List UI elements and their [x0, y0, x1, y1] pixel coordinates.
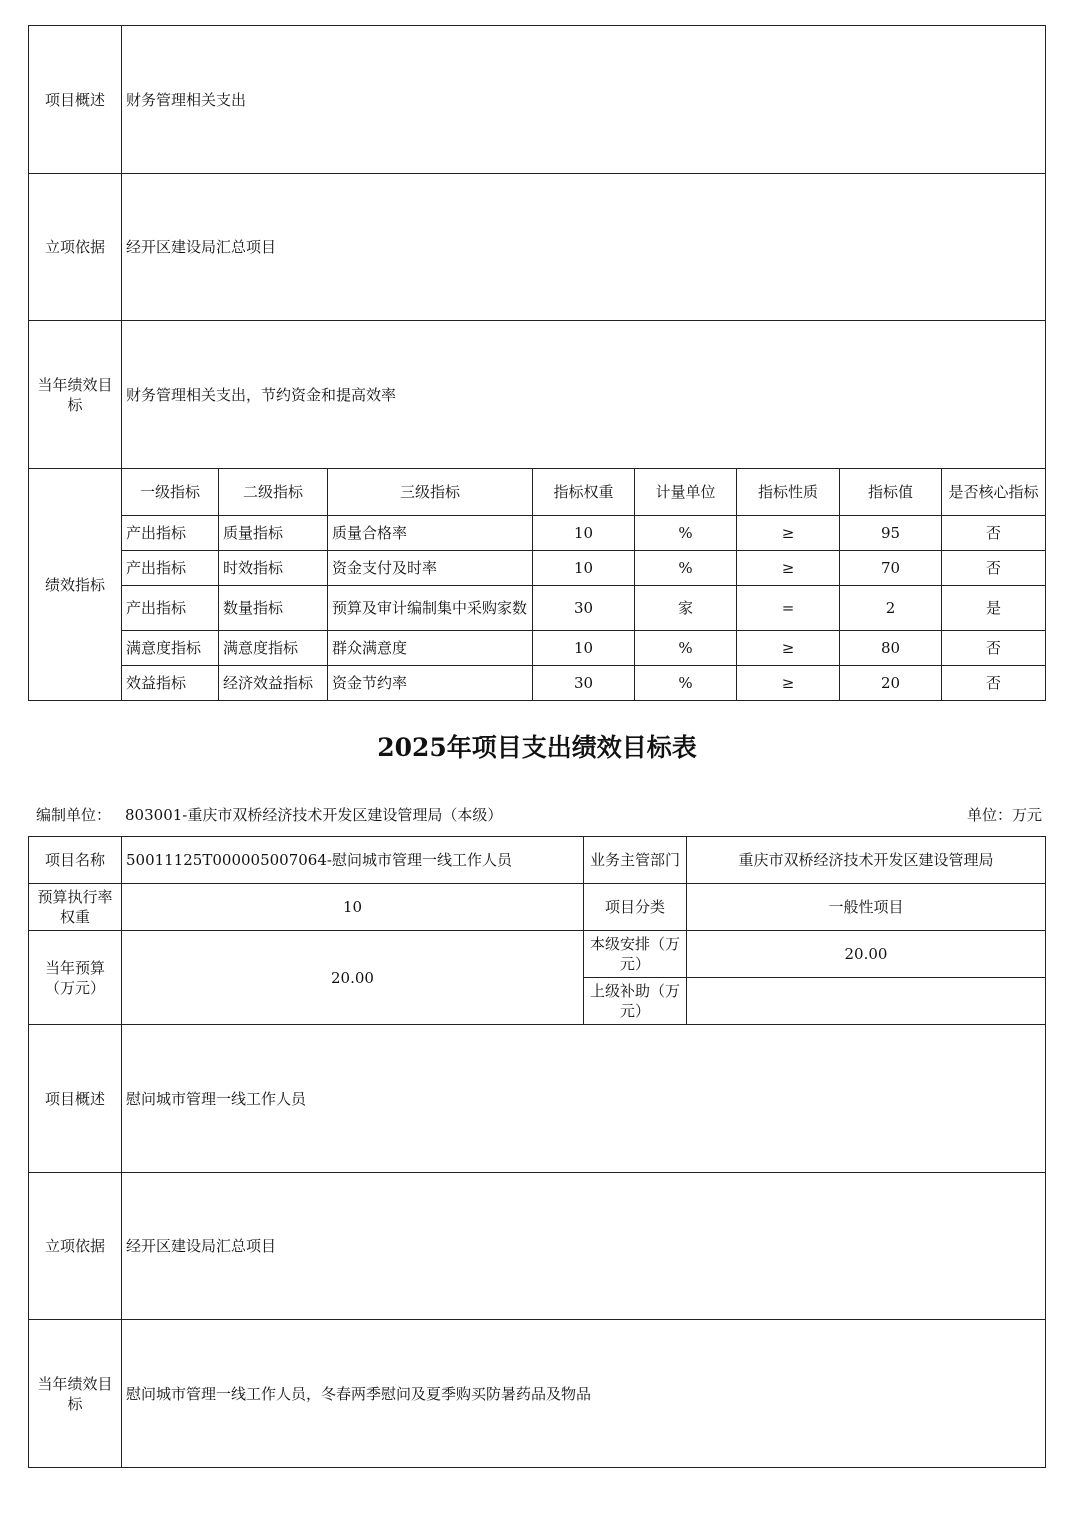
table-row — [29, 551, 1046, 586]
overview-value: 慰问城市管理一线工作人员 — [122, 1025, 1046, 1173]
project-name-label: 项目名称 — [29, 837, 122, 884]
budget-value: 20.00 — [122, 931, 584, 1025]
header-cell: 三级指标 — [328, 469, 533, 516]
l1-cell: 效益指标 — [122, 666, 219, 701]
header-cell: 一级指标 — [122, 469, 219, 516]
unit-cell: % — [635, 551, 737, 586]
l2-cell: 数量指标 — [219, 586, 328, 631]
basis-value: 经开区建设局汇总项目 — [122, 174, 1046, 321]
header-cell: 计量单位 — [635, 469, 737, 516]
header-cell: 指标值 — [840, 469, 942, 516]
unit-cell: % — [635, 516, 737, 551]
header-cell: 是否核心指标 — [942, 469, 1046, 516]
l3-cell: 资金支付及时率 — [328, 551, 533, 586]
overview-label: 项目概述 — [29, 1025, 122, 1173]
weight-cell: 10 — [533, 551, 635, 586]
table-row — [29, 631, 1046, 666]
nature-cell: ≥ — [737, 551, 840, 586]
goal-value: 慰问城市管理一线工作人员，冬春两季慰问及夏季购买防暑药品及物品 — [122, 1320, 1046, 1468]
l3-cell: 资金节约率 — [328, 666, 533, 701]
unit-cell: % — [635, 631, 737, 666]
l3-cell: 群众满意度 — [328, 631, 533, 666]
perf-label: 绩效指标 — [29, 469, 122, 701]
l1-cell: 产出指标 — [122, 551, 219, 586]
local-value: 20.00 — [687, 931, 1046, 978]
l2-cell: 满意度指标 — [219, 631, 328, 666]
project-name-value: 50011125T000005007064-慰问城市管理一线工作人员 — [122, 837, 584, 884]
compiling-unit-value: 803001-重庆市双桥经济技术开发区建设管理局（本级） — [125, 806, 503, 824]
value-cell: 80 — [840, 631, 942, 666]
compiling-unit-label: 编制单位： — [36, 806, 112, 824]
value-cell: 70 — [840, 551, 942, 586]
l1-cell: 满意度指标 — [122, 631, 219, 666]
performance-table-top — [28, 25, 1046, 701]
weight-cell: 10 — [533, 631, 635, 666]
weight-cell: 30 — [533, 666, 635, 701]
table-row — [29, 666, 1046, 701]
budget-label: 当年预算（万元） — [29, 931, 122, 1025]
header-cell: 指标性质 — [737, 469, 840, 516]
unit-cell: 家 — [635, 586, 737, 631]
core-cell: 否 — [942, 666, 1046, 701]
performance-table-bottom — [28, 836, 1046, 1468]
value-cell: 95 — [840, 516, 942, 551]
l1-cell: 产出指标 — [122, 516, 219, 551]
nature-cell: ≥ — [737, 516, 840, 551]
table-row — [29, 516, 1046, 551]
basis-value: 经开区建设局汇总项目 — [122, 1173, 1046, 1320]
local-label: 本级安排（万元） — [584, 931, 687, 978]
basis-label: 立项依据 — [29, 1173, 122, 1320]
dept-value: 重庆市双桥经济技术开发区建设管理局 — [687, 837, 1046, 884]
value-cell: 20 — [840, 666, 942, 701]
weight-cell: 10 — [533, 516, 635, 551]
core-cell: 否 — [942, 516, 1046, 551]
currency-unit: 单位：万元 — [966, 806, 1042, 824]
rate-label: 预算执行率权重 — [29, 884, 122, 931]
upper-value — [687, 978, 1046, 1025]
core-cell: 否 — [942, 631, 1046, 666]
l2-cell: 经济效益指标 — [219, 666, 328, 701]
core-cell: 否 — [942, 551, 1046, 586]
rate-value: 10 — [122, 884, 584, 931]
unit-cell: % — [635, 666, 737, 701]
upper-label: 上级补助（万元） — [584, 978, 687, 1025]
nature-cell: ≥ — [737, 631, 840, 666]
l3-cell: 预算及审计编制集中采购家数 — [328, 586, 533, 631]
nature-cell: ≥ — [737, 666, 840, 701]
value-cell: 2 — [840, 586, 942, 631]
l2-cell: 时效指标 — [219, 551, 328, 586]
l1-cell: 产出指标 — [122, 586, 219, 631]
compiling-unit — [36, 804, 502, 825]
overview-value: 财务管理相关支出 — [122, 26, 1046, 174]
l2-cell: 质量指标 — [219, 516, 328, 551]
basis-label: 立项依据 — [29, 174, 122, 321]
header-cell: 指标权重 — [533, 469, 635, 516]
goal-label: 当年绩效目标 — [29, 1320, 122, 1468]
l3-cell: 质量合格率 — [328, 516, 533, 551]
goal-value: 财务管理相关支出，节约资金和提高效率 — [122, 321, 1046, 469]
category-value: 一般性项目 — [687, 884, 1046, 931]
dept-label: 业务主管部门 — [584, 837, 687, 884]
nature-cell: = — [737, 586, 840, 631]
header-cell: 二级指标 — [219, 469, 328, 516]
overview-label: 项目概述 — [29, 26, 122, 174]
page-title: 2025年项目支出绩效目标表 — [377, 733, 697, 762]
goal-label: 当年绩效目标 — [29, 321, 122, 469]
table-row — [29, 586, 1046, 631]
core-cell: 是 — [942, 586, 1046, 631]
category-label: 项目分类 — [584, 884, 687, 931]
weight-cell: 30 — [533, 586, 635, 631]
